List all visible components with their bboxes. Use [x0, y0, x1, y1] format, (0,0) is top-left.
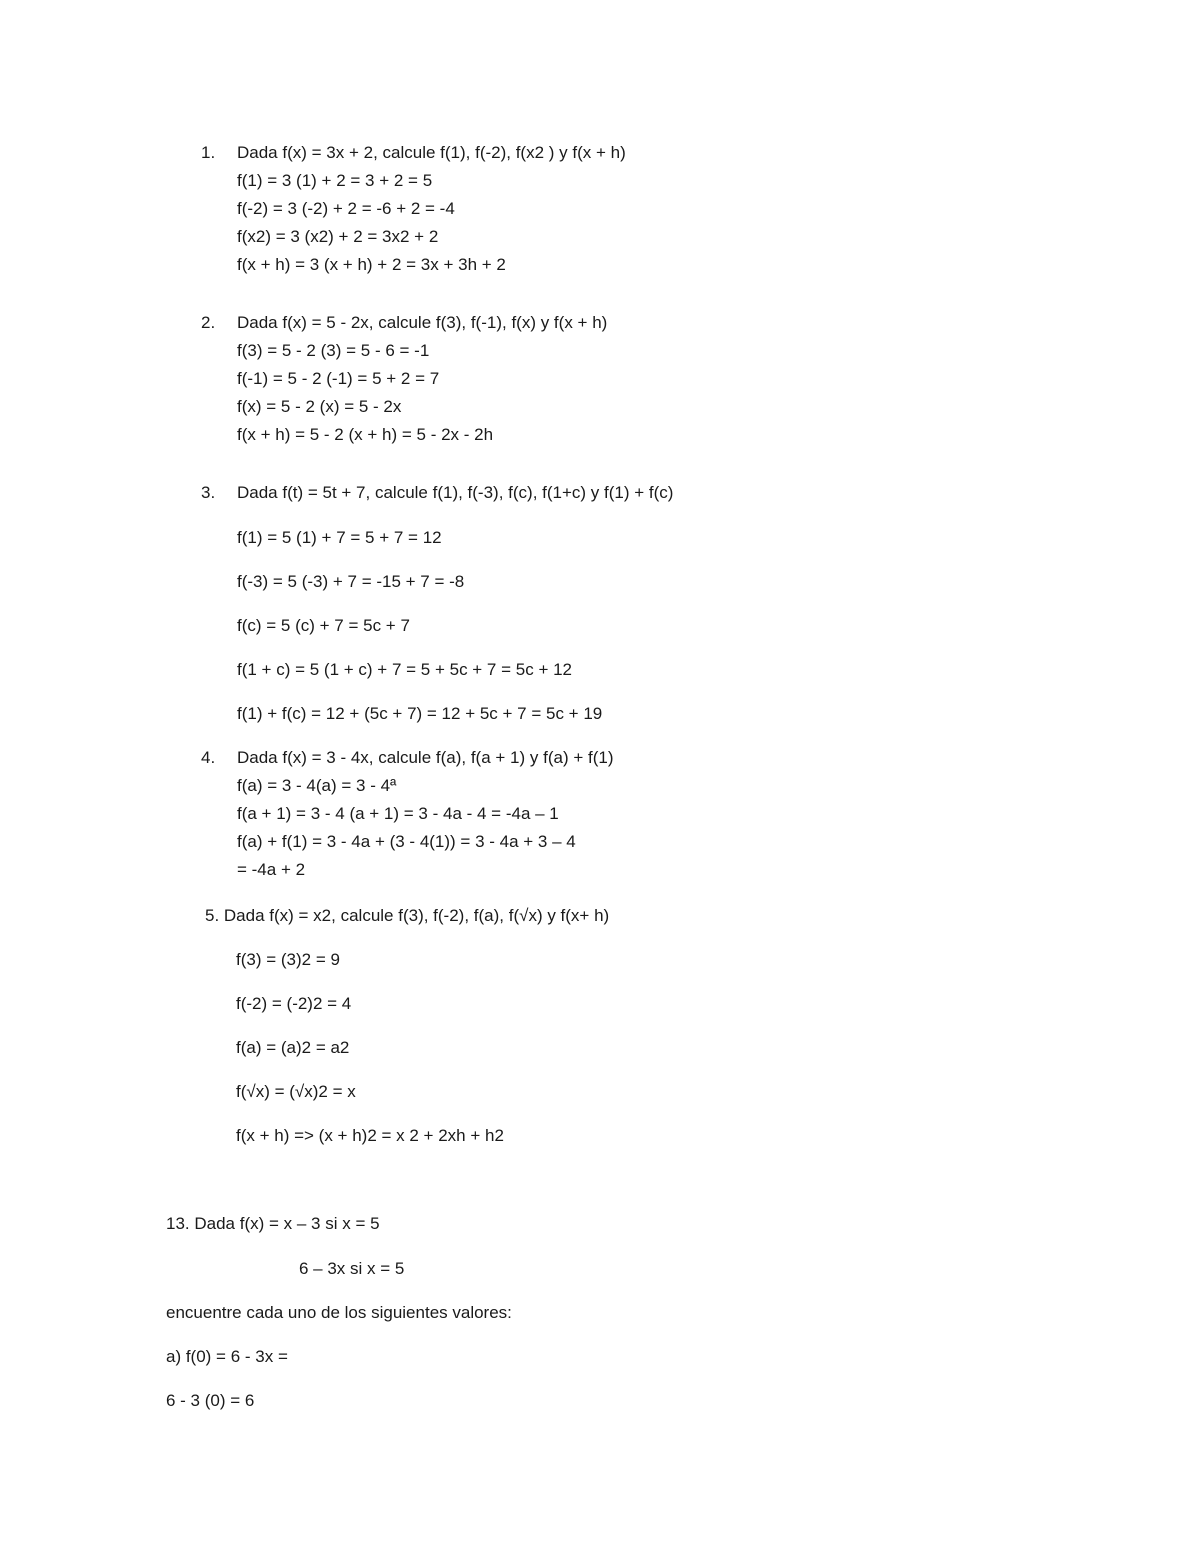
problem-step: f(1) = 3 (1) + 2 = 3 + 2 = 5: [237, 171, 433, 190]
part-a-result: 6 - 3 (0) = 6: [166, 1391, 255, 1410]
piecewise-case: 6 – 3x si x = 5: [299, 1259, 405, 1278]
problem-step: f(-2) = 3 (-2) + 2 = -6 + 2 = -4: [237, 199, 455, 218]
problem-number: 3.: [201, 483, 216, 502]
problem-step: f(x + h) = 3 (x + h) + 2 = 3x + 3h + 2: [237, 255, 506, 274]
problem-step: f(3) = 5 - 2 (3) = 5 - 6 = -1: [237, 341, 430, 360]
instruction-text: encuentre cada uno de los siguientes valores:: [166, 1303, 512, 1322]
problem-number: 1.: [201, 143, 216, 162]
problem-number: 2.: [201, 313, 216, 332]
problem-step: f(x + h) = 5 - 2 (x + h) = 5 - 2x - 2h: [237, 425, 494, 444]
problem-step: f(x2) = 3 (x2) + 2 = 3x2 + 2: [237, 227, 439, 246]
problem-step: f(c) = 5 (c) + 7 = 5c + 7: [237, 616, 410, 635]
problem-step: f(3) = (3)2 = 9: [236, 950, 340, 969]
problem-step: f(-1) = 5 - 2 (-1) = 5 + 2 = 7: [237, 369, 440, 388]
problem-step: f(a) = 3 - 4(a) = 3 - 4ª: [237, 776, 397, 795]
problem-statement: Dada f(x) = 3x + 2, calcule f(1), f(-2), f(x2 ) y f(x + h): [237, 143, 626, 162]
problem-statement: Dada f(t) = 5t + 7, calcule f(1), f(-3), f(c), f(1+c) y f(1) + f(c): [237, 483, 674, 502]
problem-step: f(a + 1) = 3 - 4 (a + 1) = 3 - 4a - 4 = -4a – 1: [237, 804, 559, 823]
problem-step: f(x + h) => (x + h)2 = x 2 + 2xh + h2: [236, 1126, 504, 1145]
problem-statement: Dada f(x) = 3 - 4x, calcule f(a), f(a + 1) y f(a) + f(1): [237, 748, 614, 767]
problem-statement: Dada f(x) = 5 - 2x, calcule f(3), f(-1), f(x) y f(x + h): [237, 313, 608, 332]
problem-step: f(1) + f(c) = 12 + (5c + 7) = 12 + 5c + 7 = 5c + 19: [237, 704, 603, 723]
problem-step: f(a) + f(1) = 3 - 4a + (3 - 4(1)) = 3 - 4a + 3 – 4: [237, 832, 576, 851]
problem-step: f(x) = 5 - 2 (x) = 5 - 2x: [237, 397, 402, 416]
problem-number: 4.: [201, 748, 216, 767]
problem-step: f(√x) = (√x)2 = x: [236, 1082, 356, 1101]
problem-step: f(-3) = 5 (-3) + 7 = -15 + 7 = -8: [237, 572, 465, 591]
problem-statement: 13. Dada f(x) = x – 3 si x = 5: [166, 1214, 380, 1233]
problem-step: f(1) = 5 (1) + 7 = 5 + 7 = 12: [237, 528, 442, 547]
problem-step: f(-2) = (-2)2 = 4: [236, 994, 352, 1013]
problem-statement: 5. Dada f(x) = x2, calcule f(3), f(-2), f(a), f(√x) y f(x+ h): [205, 906, 610, 925]
problem-step: = -4a + 2: [237, 860, 306, 879]
part-a: a) f(0) = 6 - 3x =: [166, 1347, 288, 1366]
problem-step: f(a) = (a)2 = a2: [236, 1038, 350, 1057]
problem-step: f(1 + c) = 5 (1 + c) + 7 = 5 + 5c + 7 = 5c + 12: [237, 660, 573, 679]
